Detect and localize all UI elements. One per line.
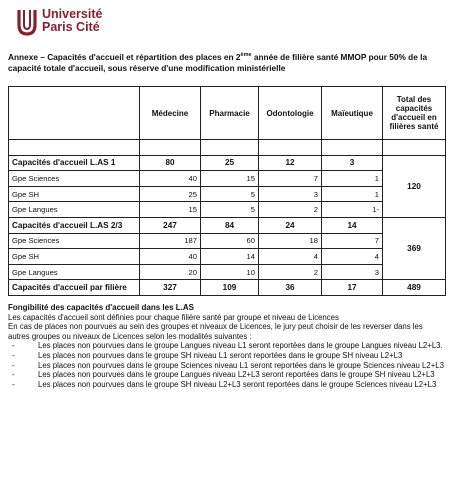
las1-total-row bbox=[9, 155, 446, 171]
cell-value: 36 bbox=[259, 280, 322, 296]
list-item-text: Les places non pourvues dans le groupe Langues niveau L2+L3 seront reportées dans le groupe SH niveau L2+L3 bbox=[38, 370, 435, 380]
cell-value: 327 bbox=[140, 280, 201, 296]
fongibilite-section bbox=[8, 303, 446, 389]
cell-value: 12 bbox=[259, 155, 322, 171]
list-dash: - bbox=[12, 370, 15, 380]
cell-value: 3 bbox=[322, 155, 383, 171]
grand-total: 489 bbox=[383, 280, 446, 296]
fongibilite-paragraph: Les capacités d'accueil sont définies pour chaque filière santé par groupe et niveau de Licences bbox=[8, 312, 339, 322]
list-item-text: Les places non pourvues dans le groupe Sciences niveau L1 seront reportées dans le groupe Sciences niveau L2+L3 bbox=[38, 360, 444, 370]
header-maieutique: Maïeutique bbox=[322, 87, 383, 140]
cell-value: 2 bbox=[259, 202, 322, 218]
las23-total-capacity: 369 bbox=[383, 217, 446, 279]
table-row bbox=[9, 171, 446, 187]
table-row bbox=[9, 264, 446, 280]
annex-heading-sup: ème bbox=[240, 52, 252, 58]
row-label: Gpe Langues bbox=[9, 264, 140, 280]
university-name-line2: Paris Cité bbox=[42, 20, 100, 34]
cell-value: 40 bbox=[140, 171, 201, 187]
table-row bbox=[9, 249, 446, 265]
filiere-total-row bbox=[9, 280, 446, 296]
table-row bbox=[9, 233, 446, 249]
cell-value: 1 bbox=[322, 186, 383, 202]
cell-value: 60 bbox=[201, 233, 259, 249]
university-logo bbox=[16, 8, 166, 40]
cell-value: 1 bbox=[322, 171, 383, 187]
list-item bbox=[8, 380, 446, 390]
cell-value: 187 bbox=[140, 233, 201, 249]
list-item-text: Les places non pourvues dans le groupe Langues niveau L1 seront reportées dans le groupe Langues niveau L2+L3. bbox=[38, 341, 443, 351]
header-total: Total des capacités d'accueil en filières santé bbox=[383, 87, 446, 140]
header-pharmacie: Pharmacie bbox=[201, 87, 259, 140]
list-item bbox=[8, 370, 446, 380]
cell-value: 15 bbox=[201, 171, 259, 187]
cell-value: 1- bbox=[322, 202, 383, 218]
cell-value: 2 bbox=[259, 264, 322, 280]
table-row bbox=[9, 202, 446, 218]
row-label: Gpe Sciences bbox=[9, 233, 140, 249]
cell-value: 7 bbox=[259, 171, 322, 187]
cell-value: 20 bbox=[140, 264, 201, 280]
cell-value: 17 bbox=[322, 280, 383, 296]
annex-heading bbox=[8, 50, 446, 74]
row-label: Gpe Sciences bbox=[9, 171, 140, 187]
table-row bbox=[9, 186, 446, 202]
list-item bbox=[8, 341, 446, 351]
cell-value: 15 bbox=[140, 202, 201, 218]
list-item-text: Les places non pourvues dans le groupe SH niveau L1 seront reportées dans le groupe SH niveau L2+L3 bbox=[38, 350, 403, 360]
annex-heading-text: Annexe – Capacités d'accueil et répartition des places en 2 bbox=[8, 51, 241, 62]
row-label: Capacités d'accueil par filière bbox=[9, 280, 140, 296]
cell-value: 4 bbox=[322, 249, 383, 265]
row-label: Gpe SH bbox=[9, 186, 140, 202]
university-name-line1: Université bbox=[42, 7, 103, 21]
list-dash: - bbox=[12, 341, 15, 351]
cell-value: 80 bbox=[140, 155, 201, 171]
las23-total-row bbox=[9, 217, 446, 233]
annex-heading-text-end: année de filière santé MMOP pour 50% de la capacité totale d'accueil, sous réserve d'une modification ministérielle bbox=[8, 51, 428, 73]
cell-value: 109 bbox=[201, 280, 259, 296]
list-item bbox=[8, 351, 446, 361]
list-dash: - bbox=[12, 360, 15, 370]
fongibilite-list bbox=[8, 341, 446, 389]
cell-value: 5 bbox=[201, 186, 259, 202]
cell-value: 7 bbox=[322, 233, 383, 249]
cell-value: 4 bbox=[259, 249, 322, 265]
row-label: Gpe SH bbox=[9, 249, 140, 265]
list-dash: - bbox=[12, 379, 15, 389]
cell-value: 3 bbox=[322, 264, 383, 280]
capacity-table bbox=[8, 86, 446, 296]
cell-value: 5 bbox=[201, 202, 259, 218]
cell-value: 25 bbox=[201, 155, 259, 171]
cell-value: 10 bbox=[201, 264, 259, 280]
cell-value: 247 bbox=[140, 217, 201, 233]
cell-value: 14 bbox=[322, 217, 383, 233]
cell-value: 18 bbox=[259, 233, 322, 249]
cell-value: 24 bbox=[259, 217, 322, 233]
cell-value: 14 bbox=[201, 249, 259, 265]
university-name bbox=[42, 8, 102, 34]
table-spacer-row bbox=[9, 140, 446, 156]
list-dash: - bbox=[12, 350, 15, 360]
cell-value: 3 bbox=[259, 186, 322, 202]
header-empty-cell bbox=[9, 87, 140, 140]
table-header-row bbox=[9, 87, 446, 140]
cell-value: 84 bbox=[201, 217, 259, 233]
list-item bbox=[8, 361, 446, 371]
cell-value: 25 bbox=[140, 186, 201, 202]
fongibilite-paragraph: En cas de places non pourvues au sein des groupes et niveaux de Licences, le jury peut choisir de les reverser dans les autres groupes ou niveaux de Licences selon les modalités suivantes : bbox=[8, 322, 423, 341]
cell-value: 40 bbox=[140, 249, 201, 265]
fongibilite-title: Fongibilité des capacités d'accueil dans les L.AS bbox=[8, 303, 194, 312]
las1-total-capacity: 120 bbox=[383, 155, 446, 217]
row-label: Capacités d'accueil L.AS 1 bbox=[9, 155, 140, 171]
header-odontologie: Odontologie bbox=[259, 87, 322, 140]
list-item-text: Les places non pourvues dans le groupe SH niveau L2+L3 seront reportées dans le groupe Sciences niveau L2+L3 bbox=[38, 379, 437, 389]
university-logo-icon bbox=[16, 8, 38, 36]
header-medecine: Médecine bbox=[140, 87, 201, 140]
row-label: Capacités d'accueil L.AS 2/3 bbox=[9, 217, 140, 233]
row-label: Gpe Langues bbox=[9, 202, 140, 218]
